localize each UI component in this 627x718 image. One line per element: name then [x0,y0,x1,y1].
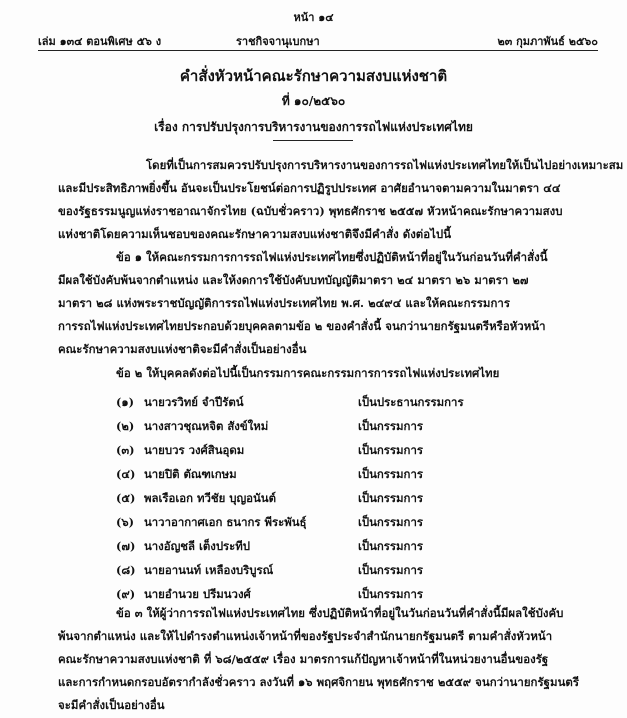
clause-line: คณะรักษาความสงบแห่งชาติ ที่ ๖๘/๒๕๕๙ เรื่อง มาตรการแก้ปัญหาเจ้าหน้าที่ในหน่วยงานอื่นของรัฐ [58,652,549,666]
clause-line: ข้อ ๑ ให้คณะกรรมการการรถไฟแห่งประเทศไทยซึ่งปฏิบัติหน้าที่อยู่ในวันก่อนวันที่คำสั่งนี้ [116,250,548,264]
clause-line: ข้อ ๒ ให้บุคคลดังต่อไปนี้เป็นกรรมการคณะกรรมการการรถไฟแห่งประเทศไทย [116,366,500,380]
clause-line: ข้อ ๓ ให้ผู้ว่าการรถไฟแห่งประเทศไทย ซึ่งปฏิบัติหน้าที่อยู่ในวันก่อนวันที่คำสั่งนี้มีผลใช้บังคับ [116,606,564,620]
header-divider [38,50,598,51]
publication-name: ราชกิจจานุเบกษา [236,35,320,48]
clause-line: มาตรา ๒๘ แห่งพระราชบัญญัติการรถไฟแห่งประเทศไทย พ.ศ. ๒๔๙๔ และให้คณะกรรมการ [58,296,510,310]
clause-line: พ้นจากตำแหน่ง และให้ไปดำรงตำแหน่งเจ้าหน้าที่ของรัฐประจำสำนักนายกรัฐมนตรี ตามคำสั่งหัวหน้า [58,629,553,643]
order-number: ที่ ๑๐/๒๕๖๐ [281,94,346,108]
subject-divider [273,140,353,141]
member-list: (๑) นายวรวิทย์ จำปีรัตน์ เป็นประธานกรรมการ (๒) นางสาวชุณหจิต สังข์ใหม่ เป็นกรรมการ (๓) นายบวร วงศ์สินอุดม เป็นกรรมการ (๔) นายปิติ ตัณฑเกษม เป็นกรรมการ (๕) พลเรือเอก ทวีชัย บุญอนันต์ เป็นกรรมการ (๖) นาวาอากาศเอก ธนากร พีระพันธุ์ เป็นกรรมการ (๗) นางอัญชลี เต็งประทีป เป็นกรรมการ (๘) นายอานนท์ เหลืองบริบูรณ์ เป็นกรรมการ (๙) นายอำนวย ปรีมนวงศ์ เป็นกรรมการ [116,395,464,601]
preamble-line: ของรัฐธรรมนูญแห่งราชอาณาจักรไทย (ฉบับชั่วคราว) พุทธศักราช ๒๕๕๗ หัวหน้าคณะรักษาความสงบ [58,204,563,218]
clause-line: มีผลใช้บังคับพ้นจากตำแหน่ง และให้งดการใช้บังคับบทบัญญัติมาตรา ๒๔ มาตรา ๒๖ มาตรา ๒๗ [58,273,529,287]
preamble-line: แห่งชาติโดยความเห็นชอบของคณะรักษาความสงบแห่งชาติจึงมีคำสั่ง ดังต่อไปนี้ [58,227,452,241]
clause-line: และการกำหนดกรอบอัตรากำลังชั่วคราว ลงวันที่ ๑๖ พฤศจิกายน พุทธศักราช ๒๕๕๙ จนกว่านายกรัฐมนตรี [58,675,580,689]
publication-date: ๒๓ กุมภาพันธ์ ๒๕๖๐ [497,35,598,48]
preamble-line: โดยที่เป็นการสมควรปรับปรุงการบริหารงานของการรถไฟแห่งประเทศไทยให้เป็นไปอย่างเหมาะสม [146,158,624,172]
clause-line: การรถไฟแห่งประเทศไทยประกอบด้วยบุคคลตามข้อ ๒ ของคำสั่งนี้ จนกว่านายกรัฐมนตรีหรือหัวหน้า [58,319,546,333]
clause-line: จะมีคำสั่งเป็นอย่างอื่น [58,698,165,712]
clause-line: คณะรักษาความสงบแห่งชาติจะมีคำสั่งเป็นอย่างอื่น [58,342,307,356]
document-title: คำสั่งหัวหน้าคณะรักษาความสงบแห่งชาติ [179,67,448,85]
preamble-line: และมีประสิทธิภาพยิ่งขึ้น อันจะเป็นประโยชน์ต่อการปฏิรูปประเทศ อาศัยอำนาจตามความในมาตรา ๔๔ [58,181,561,195]
page-number: หน้า ๑๔ [293,11,334,24]
volume-issue: เล่ม ๑๓๔ ตอนพิเศษ ๕๖ ง [38,35,162,48]
document-subject: เรื่อง การปรับปรุงการบริหารงานของการรถไฟแห่งประเทศไทย [154,120,473,134]
